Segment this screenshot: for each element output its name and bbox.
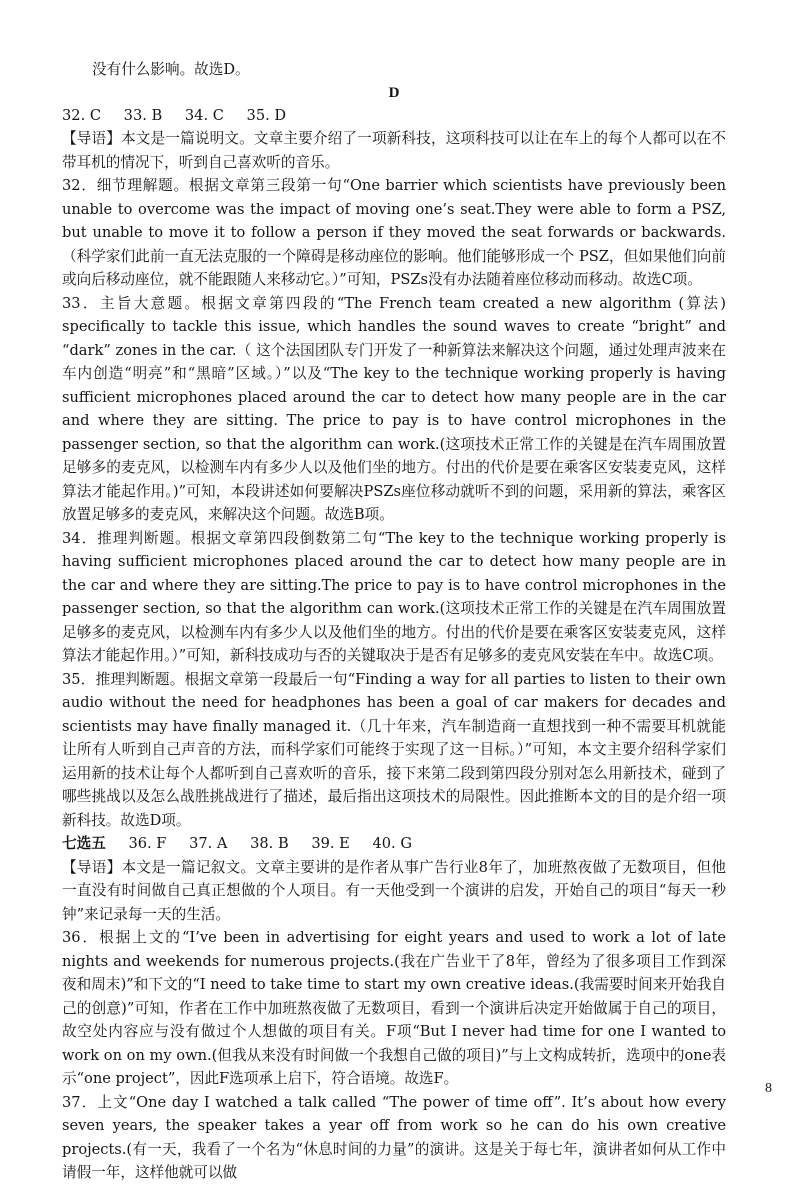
answer-34: 34. C (184, 106, 224, 124)
answer-37: 37. A (189, 835, 228, 852)
answer-row-d (62, 104, 726, 128)
section-title-seven: 七选五 (62, 835, 106, 852)
answer-35: 35. D (246, 106, 287, 124)
explanation-32: 32．细节理解题。根据文章第三段第一句“One barrier which scientists have previously been unable to overcome was the impact of moving one’s seat.They were able to form a PSZ, but unable to move it to follow a person if they moved the seat forwards or backwards.（科学家们此前一直无法克服的一个障碍是移动座位的影响。他们能够形成一个 PSZ，但如果他们向前或向后移动座位，就不能跟随人来移动它。）”可知，PSZs没有办法随着座位移动而移动。故选C项。 (62, 177, 726, 288)
explanation-37: 37．上文“One day I watched a talk called “The power of time off”. It’s about how every seven years, the speaker takes a year off from work so he can do his own creative projects.(有一天，我看了一个名为“休息时间的力量”的演讲。这是关于每七年，演讲者如何从工作中请假一年，这样他就可以做 (62, 1093, 726, 1181)
explanation-35: 35．推理判断题。根据文章第一段最后一句“Finding a way for all parties to listen to their own audio without the need for headphones has been a goal of car makers for decades and scientists may have finally managed it.（几十年来，汽车制造商一直想找到一种不需要耳机就能让所有人听到自己声音的方法，而科学家们可能终于实现了这一目标。）”可知，本文主要介绍科学家们运用新的技术让每个人都听到自己喜欢听的音乐，接下来第二段到第四段分别对怎么用新技术，碰到了哪些挑战以及怎么战胜挑战进行了描述，最后指出这项技术的局限性。因此推断本文的目的是介绍一项新科技。故选D项。 (62, 670, 726, 829)
answer-39: 39. E (311, 835, 350, 852)
answer-32: 32. C (62, 106, 102, 124)
answer-40: 40. G (372, 835, 412, 852)
answer-38: 38. B (250, 835, 289, 852)
section-title-d: D (388, 84, 400, 101)
explanation-36: 36．根据上文的“I’ve been in advertising for eight years and used to work a lot of late nights and weekends for numerous projects.(我在广告业干了8年，曾经为了很多项目工作到深夜和周末)”和下文的“I need to take time to start my own creative ideas.(我需要时间来开始我自己的创意)”可知，作者在工作中加班熬夜做了无数项目，看到一个演讲后决定开始做属于自己的项目，故空处内容应与没有做过个人想做的项目有关。F项“But I never had time for one I wanted to work on on my own.(但我从来没有时间做一个我想自己做的项目)”与上文构成转折，选项中的one表示“one project”，因此F选项承上启下，符合语境。故选F。 (62, 929, 726, 1087)
answer-row-seven (62, 832, 726, 856)
intro-seven: 【导语】本文是一篇记叙文。文章主要讲的是作者从事广告行业8年了，加班熬夜做了无数项目，但他一直没有时间做自己真正想做的个人项目。有一天他受到一个演讲的启发，开始自己的项目“每天一秒钟”来记录每一天的生活。 (62, 858, 726, 923)
explanation-33: 33．主旨大意题。根据文章第四段的“The French team created a new algorithm (算法) specifically to tackle this issue, which handles the sound waves to create “bright” and “dark” zones in the car.（ 这个法国团队专门开发了一种新算法来解决这个问题，通过处理声波来在车内创造“明亮”和“黑暗”区域。）”以及“The key to the technique working properly is having sufficient microphones placed around the car to detect how many people are in the car and where they are sitting. The price to pay is to have control microphones in the passenger section, so that the algorithm can work.(这项技术正常工作的关键是在汽车周围放置足够多的麦克风，以检测车内有多少人以及他们坐的地方。付出的代价是要在乘客区安装麦克风，这样算法才能起作用。)”可知，本段讲述如何要解决PSZs座位移动就听不到的问题，采用新的算法，乘客区放置足够多的麦克风，来解决这个问题。故选B项。 (62, 294, 726, 523)
answer-33: 33. B (123, 106, 163, 124)
explanation-34: 34．推理判断题。根据文章第四段倒数第二句“The key to the technique working properly is having sufficient microphones placed around the car to detect how many people are in the car and where they are sitting.The price to pay is to have control microphones in the passenger section, so that the algorithm can work.(这项技术正常工作的关键是在汽车周围放置足够多的麦克风，以检测车内有多少人以及他们坐的地方。付出的代价是要在乘客区安装麦克风，这样算法才能起作用。）”可知，新科技成功与否的关键取决于是否有足够多的麦克风安装在车中。故选C项。 (62, 529, 726, 664)
answer-36: 36. F (128, 835, 167, 852)
answer-key-content (62, 58, 726, 1185)
previous-answer-tail: 没有什么影响。故选D。 (92, 61, 250, 78)
page-number: 8 (765, 1081, 772, 1096)
intro-d: 【导语】本文是一篇说明文。文章主要介绍了一项新科技，这项科技可以让在车上的每个人都可以在不带耳机的情况下，听到自己喜欢听的音乐。 (62, 130, 726, 171)
